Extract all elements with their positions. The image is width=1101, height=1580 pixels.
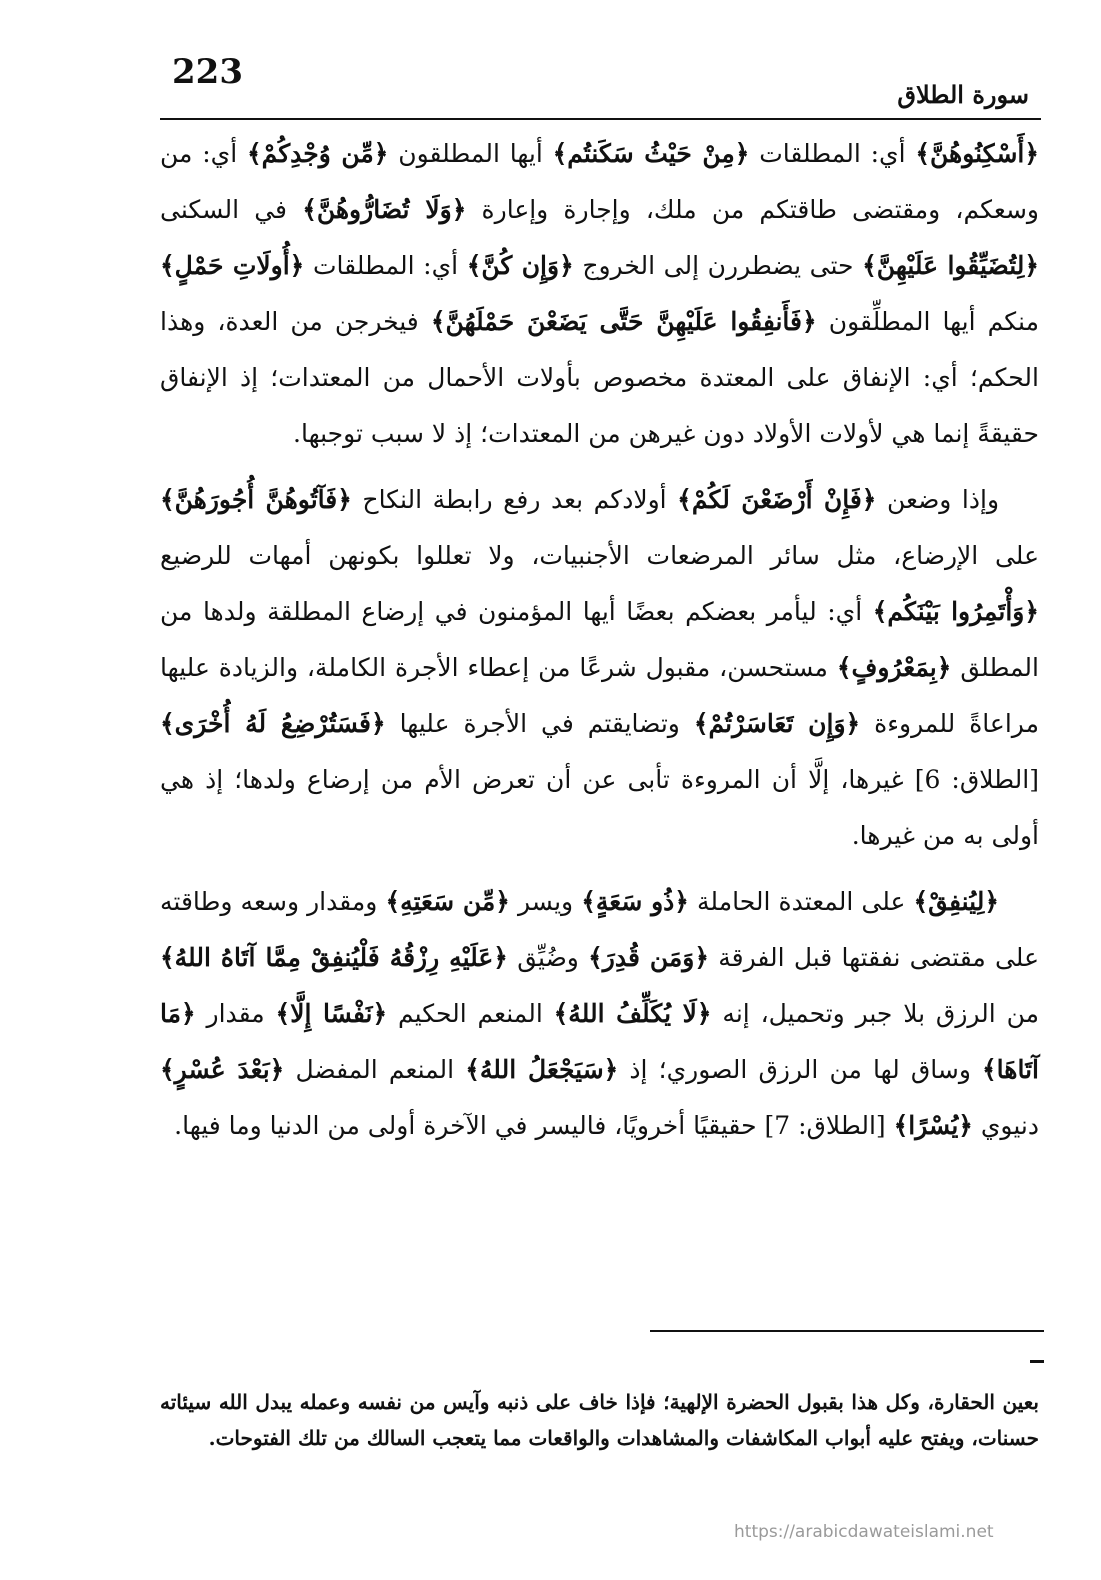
quran-verse: ﴿عَلَيْهِ رِزْقُهُ فَلْيُنفِقْ مِمَّا آتَاهُ اللهُ﴾ <box>160 943 508 972</box>
footnote-rule <box>650 1330 1044 1332</box>
commentary-text: مستحسن، مقبول شرعًا من إعطاء الأجرة الكاملة، والزيادة عليها مراعاةً للمروءة <box>160 653 1039 738</box>
quran-verse: ﴿أُولَاتِ حَمْلٍ﴾ <box>160 251 305 280</box>
commentary-text: ويسر <box>509 887 582 916</box>
body-text <box>160 126 1039 1164</box>
commentary-text: [الطلاق: 7] حقيقيًا أخرويًا، فاليسر في الآخرة أولى من الدنيا وما فيها. <box>174 1111 894 1140</box>
quran-verse: ﴿فَأَنفِقُوا عَلَيْهِنَّ حَتَّى يَضَعْنَ حَمْلَهُنَّ﴾ <box>430 307 817 336</box>
quran-verse: ﴿وَمَن قُدِرَ﴾ <box>588 943 710 972</box>
commentary-text: حتى يضطررن إلى الخروج <box>573 251 863 280</box>
commentary-text: أي: المطلقات <box>749 139 916 168</box>
quran-verse: ﴿وَإِن كُنَّ﴾ <box>466 251 574 280</box>
commentary-text: المنعم الحكيم <box>387 999 554 1028</box>
commentary-text: فيخرجن من العدة، وهذا الحكم؛ أي: الإنفاق على المعتدة مخصوص بأولات الأحمال من المعتدات؛ إذ الإنفاق حقيقةً إنما هي لأولات الأولاد دون غيرهن من المعتدات؛ إذ لا سبب توجبها. <box>160 307 1039 448</box>
quran-verse: ﴿وَإِن تَعَاسَرْتُمْ﴾ <box>693 709 861 738</box>
quran-verse: ﴿لَا يُكَلِّفُ اللهُ﴾ <box>553 999 712 1028</box>
commentary-text: أي: ليأمر بعضكم بعضًا أيها المؤمنون في إرضاع المطلقة ولدها من المطلق <box>160 597 1039 682</box>
commentary-text: ومقدار وسعه وطاقته على مقتضى نفقتها قبل الفرقة <box>160 887 1039 972</box>
quran-verse: ﴿فَإِنْ أَرْضَعْنَ لَكُمْ﴾ <box>677 485 877 514</box>
watermark: https://arabicdawateislami.net <box>734 1522 994 1542</box>
commentary-text: أي: من وسعكم، ومقتضى طاقتكم من ملك، وإجارة وإعارة <box>160 139 1039 224</box>
quran-verse: ﴿سَيَجْعَلُ اللهُ﴾ <box>465 1055 619 1084</box>
commentary-text: في السكنى <box>160 195 303 224</box>
footnote-marker <box>1030 1360 1044 1363</box>
quran-verse: ﴿نَفْسًا إِلَّا﴾ <box>275 999 388 1028</box>
header-rule <box>160 118 1041 120</box>
commentary-text: منكم أيها المطلِّقون <box>816 307 1039 336</box>
quran-verse: ﴿مَا آتَاهَا﴾ <box>160 999 1040 1084</box>
quran-verse: ﴿أَسْكِنُوهُنَّ﴾ <box>915 139 1039 168</box>
footnote: بعين الحقارة، وكل هذا بقبول الحضرة الإلهية؛ فإذا خاف على ذنبه وآيس من نفسه وعمله يبدل الله سيئاته حسنات، ويفتح عليه أبواب المكاشفات والمشاهدات والواقعات مما يتعجب السالك من تلك الفتوحات. <box>160 1390 1039 1450</box>
paragraph-2 <box>160 472 1039 864</box>
quran-verse: ﴿فَسَتُرْضِعُ لَهُ أُخْرَى﴾ <box>160 709 386 738</box>
surah-title: سورة الطلاق <box>897 80 1029 109</box>
commentary-text: على المعتدة الحاملة <box>688 887 914 916</box>
paragraph-1 <box>160 126 1039 462</box>
quran-verse: ﴿لِتُضَيِّقُوا عَلَيْهِنَّ﴾ <box>862 251 1039 280</box>
quran-verse: ﴿مِّن وُجْدِكُمْ﴾ <box>246 139 389 168</box>
commentary-text: أي: المطلقات <box>304 251 467 280</box>
commentary-text: [الطلاق: 6] غيرها، إلَّا أن المروءة تأبى عن أن تعرض الأم من إرضاع ولدها؛ إذ هي أولى به من غيرها. <box>160 765 1039 850</box>
quran-verse: ﴿فَآتُوهُنَّ أُجُورَهُنَّ﴾ <box>160 485 352 514</box>
commentary-text: وإذا وضعن <box>876 485 1000 514</box>
commentary-text: المنعم المفضل <box>284 1055 466 1084</box>
quran-verse: ﴿وَأْتَمِرُوا بَيْنَكُم﴾ <box>872 597 1039 626</box>
commentary-text: وتضايقتم في الأجرة عليها <box>385 709 694 738</box>
commentary-text: أيها المطلقون <box>388 139 553 168</box>
quran-verse: ﴿وَلَا تُضَارُّوهُنَّ﴾ <box>302 195 467 224</box>
commentary-text: دنيوي <box>972 1111 1039 1140</box>
quran-verse: ﴿يُسْرًا﴾ <box>893 1111 973 1140</box>
commentary-text: أولادكم بعد رفع رابطة النكاح <box>351 485 678 514</box>
page-number: 223 <box>172 52 243 92</box>
paragraph-3 <box>160 874 1039 1154</box>
commentary-text: من الرزق بلا جبر وتحميل، إنه <box>711 999 1040 1028</box>
commentary-text: وساق لها من الرزق الصوري؛ إذ <box>618 1055 983 1084</box>
commentary-text: وضُيِّق <box>507 943 589 972</box>
quran-verse: ﴿ذُو سَعَةٍ﴾ <box>581 887 689 916</box>
quran-verse: ﴿بِمَعْرُوفٍ﴾ <box>836 653 952 682</box>
quran-verse: ﴿مِنْ حَيْثُ سَكَنتُم﴾ <box>552 139 750 168</box>
commentary-text: مقدار <box>195 999 276 1028</box>
commentary-text: على الإرضاع، مثل سائر المرضعات الأجنبيات، ولا تعللوا بكونهن أمهات للرضيع <box>160 541 1039 570</box>
quran-verse: ﴿لِيُنفِقْ﴾ <box>913 887 999 916</box>
quran-verse: ﴿بَعْدَ عُسْرٍ﴾ <box>160 1055 285 1084</box>
quran-verse: ﴿مِّن سَعَتِهِ﴾ <box>385 887 510 916</box>
